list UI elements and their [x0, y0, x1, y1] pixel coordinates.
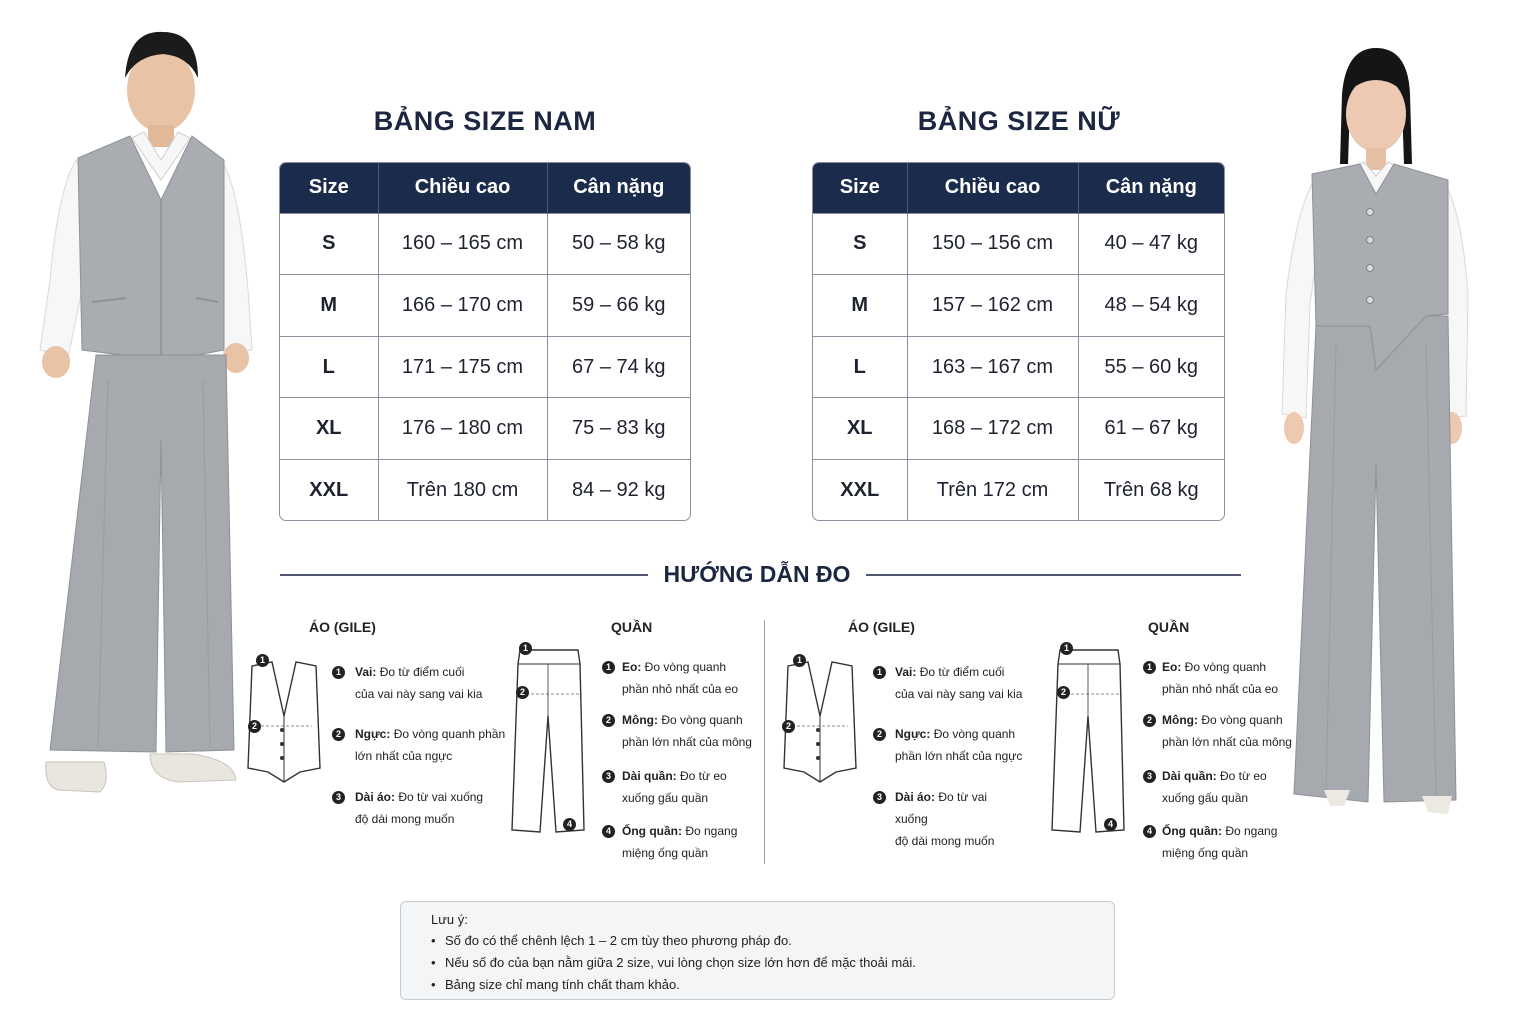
size-cell: XXL [813, 460, 907, 520]
weight-cell: 40 – 47 kg [1078, 213, 1224, 275]
note-title: Lưu ý: [431, 912, 468, 927]
measurement-step [873, 786, 1023, 852]
measurement-step [873, 661, 1023, 705]
male-size-table [279, 162, 691, 521]
measurement-step [334, 723, 506, 767]
step-text: xuống gấu quần [1162, 791, 1249, 805]
step-number-badge: 4 [563, 818, 576, 831]
step-number-badge: 2 [873, 728, 886, 741]
height-cell: 168 – 172 cm [907, 398, 1078, 460]
step-text: Đo vòng quanh [1181, 660, 1267, 674]
note-item: • Số đo có thể chênh lệch 1 – 2 cm tùy theo phương pháp đo. [431, 930, 1114, 952]
height-cell: 150 – 156 cm [907, 213, 1078, 275]
size-cell: M [813, 275, 907, 337]
step-text: độ dài mong muốn [355, 812, 455, 826]
step-label: Mông: [622, 713, 658, 727]
height-cell: 157 – 162 cm [907, 275, 1078, 337]
male-table-title: BẢNG SIZE NAM [373, 106, 597, 136]
step-number-badge: 2 [1143, 714, 1156, 727]
step-number-badge: 3 [873, 791, 886, 804]
weight-cell: 84 – 92 kg [547, 460, 690, 520]
step-label: Dài quần: [1162, 769, 1217, 783]
step-text: Đo vòng quanh [1197, 713, 1283, 727]
step-text: Đo vòng quanh [930, 727, 1016, 741]
height-cell: Trên 172 cm [907, 460, 1078, 520]
pants-diagram [508, 646, 588, 836]
measurement-step [873, 723, 1023, 767]
weight-cell: 48 – 54 kg [1078, 275, 1224, 337]
weight-cell: 59 – 66 kg [547, 275, 690, 337]
size-cell: M [280, 275, 378, 337]
table-row [280, 213, 690, 275]
step-number-badge: 1 [793, 654, 806, 667]
step-number-badge: 2 [782, 720, 795, 733]
male-model-image [28, 20, 260, 810]
note-item: • Nếu số đo của bạn nằm giữa 2 size, vui lòng chọn size lớn hơn để mặc thoải mái. [431, 952, 1114, 974]
divider-line [866, 574, 1241, 576]
step-text: phần nhỏ nhất của eo [622, 682, 739, 696]
guide-title: HƯỚNG DẪN ĐO [663, 561, 851, 587]
step-text: của vai này sang vai kia [895, 687, 1023, 701]
female-pants-title: QUẦN [1148, 619, 1190, 635]
size-cell: S [280, 213, 378, 275]
step-text: Đo vòng quanh phần [390, 727, 506, 741]
step-number-badge: 4 [602, 825, 615, 838]
column-header-size: Size [280, 163, 378, 213]
step-number-badge: 1 [519, 642, 532, 655]
height-cell: 176 – 180 cm [378, 398, 547, 460]
height-cell: 171 – 175 cm [378, 336, 547, 398]
step-number-badge: 2 [516, 686, 529, 699]
step-label: Ống quần: [1162, 824, 1222, 838]
height-cell: 166 – 170 cm [378, 275, 547, 337]
female-model-image [1276, 44, 1482, 814]
male-pants-title: QUẦN [611, 619, 653, 635]
measurement-step [1143, 820, 1293, 864]
size-cell: S [813, 213, 907, 275]
step-text: Đo từ điểm cuối [376, 665, 465, 679]
column-header-weight: Cân nặng [547, 163, 690, 213]
step-label: Ống quần: [622, 824, 682, 838]
step-label: Ngực: [895, 727, 931, 741]
measurement-step [1143, 765, 1293, 809]
weight-cell: 67 – 74 kg [547, 336, 690, 398]
step-number-badge: 3 [602, 770, 615, 783]
step-number-badge: 3 [332, 791, 345, 804]
height-cell: Trên 180 cm [378, 460, 547, 520]
male-vest-title: ÁO (GILE) [309, 619, 376, 635]
step-text: Đo vòng quanh [641, 660, 727, 674]
step-text: của vai này sang vai kia [355, 687, 483, 701]
step-text: phần lớn nhất của mông [1162, 735, 1292, 749]
weight-cell: 61 – 67 kg [1078, 398, 1224, 460]
step-text: miệng ống quần [1162, 846, 1249, 860]
size-cell: XL [813, 398, 907, 460]
step-number-badge: 2 [248, 720, 261, 733]
step-text: Đo từ eo [1216, 769, 1267, 783]
step-text: Đo vòng quanh [657, 713, 743, 727]
step-number-badge: 1 [256, 654, 269, 667]
divider-line [280, 574, 648, 576]
step-number-badge: 1 [873, 666, 886, 679]
female-vest-title: ÁO (GILE) [848, 619, 915, 635]
step-text: Đo ngang [1222, 824, 1278, 838]
note-item: • Bảng size chỉ mang tính chất tham khảo. [431, 974, 1114, 996]
table-row [280, 275, 690, 337]
table-row [813, 213, 1224, 275]
step-text: xuống gấu quần [622, 791, 709, 805]
female-table-title: BẢNG SIZE NỮ [917, 106, 1121, 136]
step-label: Vai: [355, 665, 377, 679]
height-cell: 160 – 165 cm [378, 213, 547, 275]
size-cell: L [280, 336, 378, 398]
pants-diagram [1048, 646, 1128, 836]
step-text: Đo ngang [682, 824, 738, 838]
measurement-step [602, 765, 752, 809]
column-header-size: Size [813, 163, 907, 213]
step-label: Dài quần: [622, 769, 677, 783]
size-cell: XXL [280, 460, 378, 520]
section-divider [764, 620, 765, 864]
step-text: lớn nhất của ngực [355, 749, 453, 763]
size-cell: XL [280, 398, 378, 460]
step-number-badge: 2 [332, 728, 345, 741]
table-row [280, 398, 690, 460]
step-label: Dài áo: [895, 790, 936, 804]
step-label: Dài áo: [355, 790, 396, 804]
step-text: phần lớn nhất của mông [622, 735, 752, 749]
measurement-step [334, 661, 484, 705]
step-number-badge: 1 [332, 666, 345, 679]
step-number-badge: 4 [1143, 825, 1156, 838]
step-text: Đo từ eo [676, 769, 727, 783]
height-cell: 163 – 167 cm [907, 336, 1078, 398]
step-number-badge: 2 [1057, 686, 1070, 699]
weight-cell: 50 – 58 kg [547, 213, 690, 275]
table-row [813, 336, 1224, 398]
step-label: Eo: [622, 660, 642, 674]
note-box [400, 901, 1115, 1000]
step-label: Ngực: [355, 727, 391, 741]
step-text: Đo từ điểm cuối [916, 665, 1005, 679]
measurement-step [602, 656, 752, 700]
table-row [280, 336, 690, 398]
step-number-badge: 1 [1060, 642, 1073, 655]
step-number-badge: 4 [1104, 818, 1117, 831]
measurement-step [602, 709, 752, 753]
female-size-table [812, 162, 1225, 521]
step-text: phần lớn nhất của ngực [895, 749, 1023, 763]
step-text: độ dài mong muốn [895, 834, 995, 848]
step-number-badge: 2 [602, 714, 615, 727]
step-number-badge: 3 [1143, 770, 1156, 783]
measurement-step [1143, 709, 1293, 753]
size-cell: L [813, 336, 907, 398]
column-header-weight: Cân nặng [1078, 163, 1224, 213]
step-text: phần nhỏ nhất của eo [1162, 682, 1279, 696]
step-label: Mông: [1162, 713, 1198, 727]
step-number-badge: 1 [1143, 661, 1156, 674]
column-header-height: Chiều cao [378, 163, 547, 213]
weight-cell: 75 – 83 kg [547, 398, 690, 460]
measurement-step [602, 820, 752, 864]
weight-cell: Trên 68 kg [1078, 460, 1224, 520]
column-header-height: Chiều cao [907, 163, 1078, 213]
step-number-badge: 1 [602, 661, 615, 674]
measurement-step [1143, 656, 1293, 700]
table-row [280, 460, 690, 520]
step-text: Đo từ vai xuống [395, 790, 484, 804]
step-label: Vai: [895, 665, 917, 679]
weight-cell: 55 – 60 kg [1078, 336, 1224, 398]
step-label: Eo: [1162, 660, 1182, 674]
table-row [813, 398, 1224, 460]
table-row [813, 275, 1224, 337]
table-row [813, 460, 1224, 520]
step-text: Đo từ vai xuống [895, 790, 988, 826]
measurement-step [334, 786, 484, 830]
step-text: miệng ống quần [622, 846, 709, 860]
